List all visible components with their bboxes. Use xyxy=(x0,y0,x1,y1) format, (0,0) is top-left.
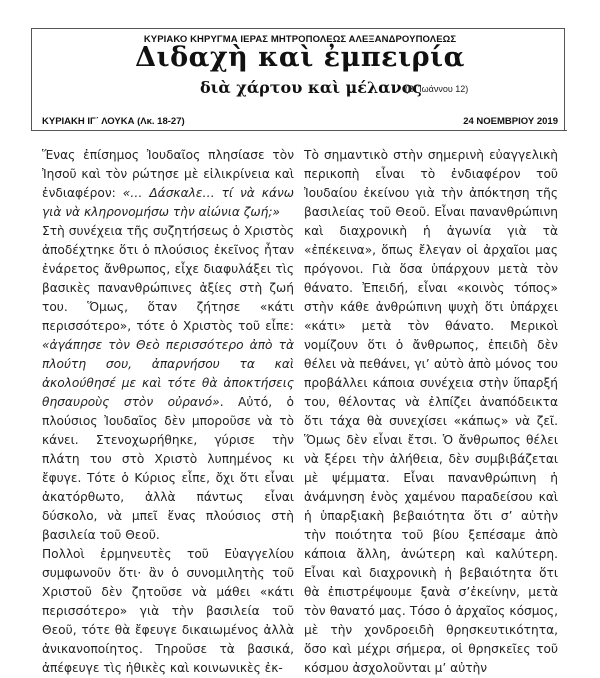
sunday-label: ΚΥΡΙΑΚΗ ΙΓ΄ ΛΟΥΚΑ (Λκ. 18-27) xyxy=(42,116,185,127)
paragraph-text: Στὴ συνέχεια τῆς συζητήσεως ὁ Χριστὸς ἀποδέχτηκε ὅτι ὁ πλούσιος ἐκεῖνος ἦταν ἐνάρετος ἄνθρωπος, εἶχε διαφυλάξει τὶς βασικὲς πανανθρώπινες ἀξίες στὴ ζωή του. Ὅμως, ὅταν ζήτησε «κάτι περισσότερο», τότε ὁ Χριστὸς τοῦ εἶπε: xyxy=(42,224,294,333)
scripture-reference: (Β' Ἰωάννου 12) xyxy=(405,84,469,94)
header-divider xyxy=(31,130,567,131)
date-label: 24 ΝΟΕΜΒΡΙΟΥ 2019 xyxy=(463,116,558,127)
paragraph-text: Ἕνας ἐπίσημος Ἰουδαῖος πλησίασε τὸν Ἰησοῦ καὶ τὸν ρώτησε μὲ εἰλικρίνεια καὶ ἐνδιαφέρον: xyxy=(42,148,294,200)
paragraph: Πολλοὶ ἑρμηνευτὲς τοῦ Εὐαγγελίου συμφωνοῦν ὅτι· ἂν ὁ συνομιλητὴς τοῦ Χριστοῦ δὲν ζητοῦσε νὰ μάθει «κάτι περισσότερο» γιὰ τὴν βασιλεία τοῦ Θεοῦ, τότε θὰ ἔφευγε δικαιωμένος ἀλλὰ ἀνικανοποίητος. Τηροῦσε τὰ βασικά, ἀπέφευγε τὶς ἠθικὲς καὶ κοινωνικὲς ἐκ- xyxy=(42,547,294,675)
paragraph-text: . Αὐτό, ὁ πλούσιος Ἰουδαῖος δὲν μποροῦσε νὰ τὸ κάνει. Στενοχωρήθηκε, γύρισε τὴν πλάτη του στὸ Χριστὸ λυπημένος κι ἔφυγε. Τότε ὁ Κύριος εἶπε, ὄχι ὅτι εἶναι ἀκατόρθωτο, ἀλλὰ πάντως εἶναι δύσκολο, νὰ μπεῖ ἕνας πλούσιος στὴ βασιλεία τοῦ Θεοῦ. xyxy=(42,395,295,542)
quote-text: «ἀγάπησε τὸν Θεὸ περισσότερο ἀπὸ τὰ πλούτη σου, ἀπαρνήσου τα καὶ ἀκολούθησέ με καὶ τότε θὰ ἀποκτήσεις θησαυροὺς στὸν οὐρανό» xyxy=(42,338,294,409)
paragraph xyxy=(42,146,294,222)
quote-text: «… Δάσκαλε… τί νὰ κάνω γιὰ νὰ κληρονομήσω τὴν αἰώνια ζωή;» xyxy=(42,186,294,219)
page-title: Διδαχὴ καὶ ἐμπειρία xyxy=(135,42,465,73)
right-column xyxy=(304,146,558,678)
left-column xyxy=(42,146,294,678)
paragraph: Τὸ σημαντικὸ στὴν σημερινὴ εὐαγγελικὴ περικοπὴ εἶναι τὸ ἐνδιαφέρον τοῦ Ἰουδαίου ἐκείνου γιὰ τὴν ἀπόκτηση τῆς βασιλείας τοῦ Θεοῦ. Εἶναι πανανθρώπινη καὶ διαχρονικὴ ἡ ἀγωνία γιὰ τὰ «ἐπέκεινα», ὅπως ἔλεγαν οἱ ἀρχαῖοι μας πρόγονοι. Γιὰ ὅσα ὑπάρχουν μετὰ τὸν θάνατο. Ἐπειδή, εἶναι «κοινὸς τόπος» στὴν κάθε ἀνθρώπινη ψυχὴ ὅτι ὑπάρχει «κάτι» μετὰ τὸν θάνατο. Μερικοὶ νομίζουν ὅτι ὁ ἄνθρωπος, ἐπειδὴ δὲν θέλει νὰ πεθάνει, γι’ αὐτὸ ἀπὸ μόνος του προβάλλει κάποια συνέχεια στὴν ὕπαρξή του, θέλοντας νὰ ἐλπίζει ἀναπόδεικτα ὅτι τάχα θὰ συνεχίσει «κάπως» νὰ ζεῖ. Ὅμως δὲν εἶναι ἔτσι. Ὁ ἄνθρωπος θέλει νὰ ξέρει τὴν ἀλήθεια, δὲν συμβιβάζεται μὲ ψέμματα. Εἶναι πανανθρώπινη ἡ ἀνάμνηση ἑνὸς χαμένου παραδείσου καὶ ἡ ὑπαρξιακὴ βεβαιότητα ὅτι σ’ αὐτὴν τὴν ποιότητα τοῦ βίου ξεπέσαμε ἀπὸ κάποια ἄλλη, ἀνώτερη καὶ καλύτερη. Εἶναι καὶ διαχρονικὴ ἡ βεβαιότητα ὅτι θὰ ἐπιστρέψουμε ξανὰ σ’ἐκείνην, μετὰ τὸν θανατό μας. Τόσο ὁ ἀρχαῖος κόσμος, μὲ τὴν χονδροειδὴ θρησκευτικότητα, ὅσο καὶ μέχρι σήμερα, οἱ θρησκεῖες τοῦ κόσμου ἀσχολοῦνται μ’ αὐτὴν xyxy=(304,148,558,675)
publication-kicker: ΚΥΡΙΑΚΟ ΚΗΡΥΓΜΑ ΙΕΡΑΣ ΜΗΤΡΟΠΟΛΕΩΣ ΑΛΕΞΑΝΔΡΟΥΠΟΛΕΩΣ xyxy=(143,34,457,45)
page-subtitle: διὰ χάρτου καὶ μέλανος xyxy=(200,78,422,97)
paragraph xyxy=(42,222,294,545)
